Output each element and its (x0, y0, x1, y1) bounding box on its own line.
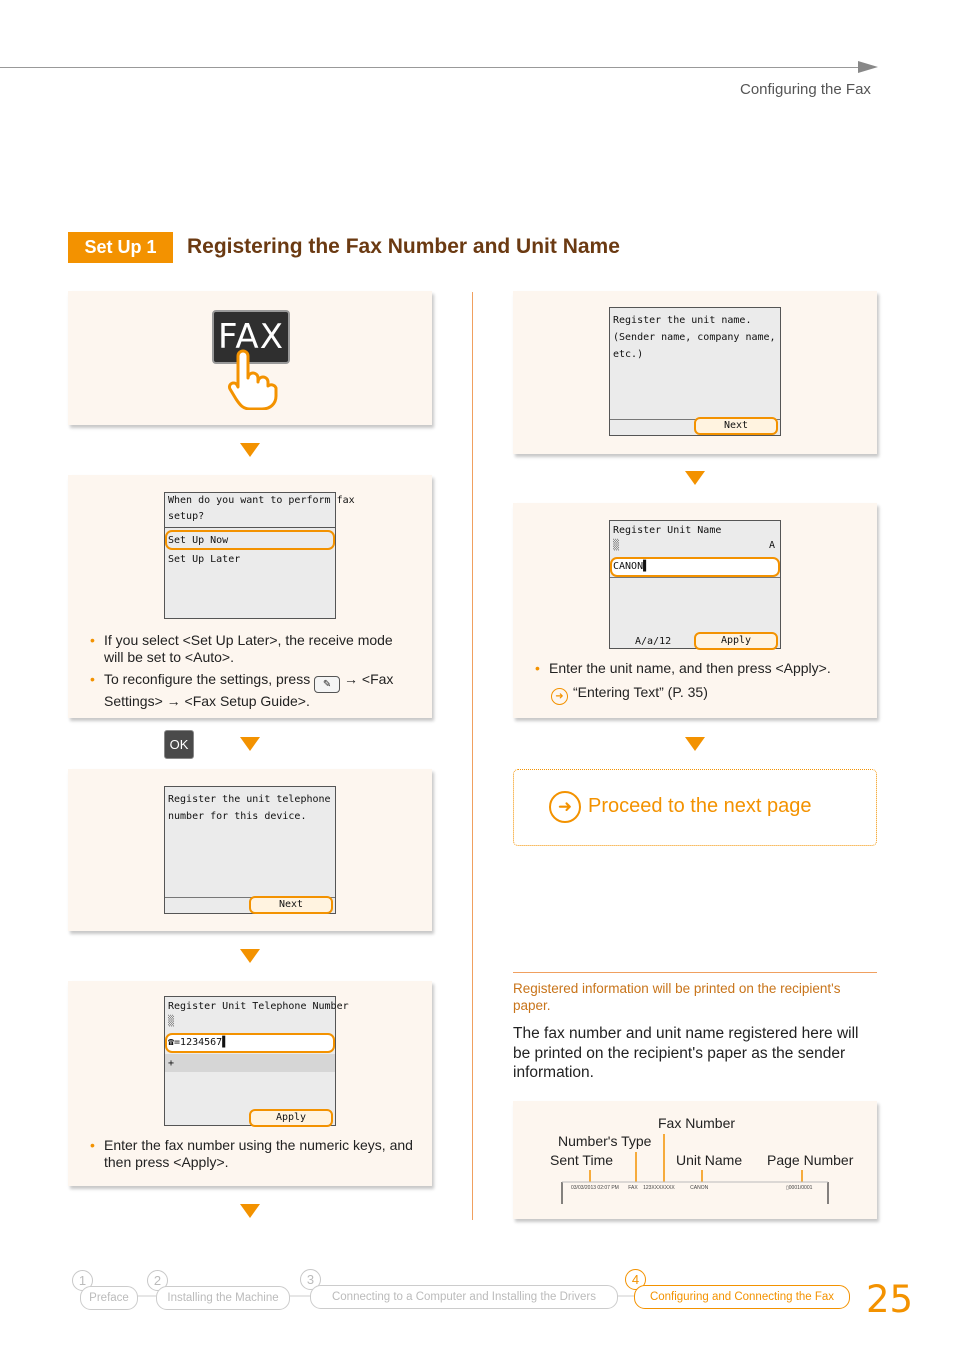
bullet-enter-fax-number: • Enter the fax number using the numeric keys, and then press <Apply>. (90, 1137, 413, 1170)
signal-icon: ▒ (613, 540, 620, 551)
input-mode-indicator: A (769, 540, 776, 551)
lcd-enter-unit-name (609, 520, 781, 649)
pointing-hand-icon (224, 348, 278, 410)
page-number: 25 (866, 1278, 914, 1321)
lcd-line: (Sender name, company name, (613, 332, 776, 343)
label-unit-name: Unit Name (676, 1152, 743, 1168)
arrow-down-icon (240, 737, 260, 751)
arrow-down-icon (240, 443, 260, 457)
lcd-line: etc.) (613, 349, 644, 360)
lcd-register-name (609, 307, 781, 436)
lcd-title: Register Unit Name (613, 525, 722, 536)
apply-softkey[interactable]: Apply (249, 1109, 333, 1127)
label-fax-number: Fax Number (658, 1115, 736, 1131)
label-numbers-type: Number's Type (558, 1133, 652, 1149)
lcd-register-telephone (164, 786, 336, 914)
plus-key[interactable]: + (168, 1058, 175, 1069)
name-input-value: CANON▌ (613, 561, 650, 572)
header-arrow-icon (858, 61, 878, 73)
lcd-line: setup? (168, 511, 205, 522)
nav-step-2[interactable]: Installing the Machine (156, 1286, 290, 1310)
option-set-up-now[interactable]: Set Up Now (168, 535, 229, 546)
arrow-down-icon (240, 1204, 260, 1218)
number-input-value: ☎=1234567▌ (168, 1037, 229, 1048)
nav-step-1[interactable]: Preface (80, 1286, 138, 1310)
label-sent-time: Sent Time (550, 1152, 614, 1168)
lcd-enter-fax-number (164, 996, 349, 1126)
ok-key-button[interactable]: OK (164, 730, 194, 759)
section-title: Configuring the Fax (740, 81, 871, 98)
reference-arrow-icon: ➜ (551, 688, 568, 705)
plus-row (165, 1054, 335, 1072)
header-strip (571, 1185, 708, 1191)
lcd-line: When do you want to perform fax (168, 495, 355, 506)
lcd-line: Register the unit telephone (168, 794, 331, 805)
header-rule (0, 67, 862, 68)
option-set-up-later[interactable]: Set Up Later (168, 554, 241, 565)
bullet-setup-later: • If you select <Set Up Later>, the receive mode will be set to <Auto>. (90, 632, 393, 665)
phone-icon: ☎ (168, 1037, 175, 1048)
strip-type: FAX (628, 1185, 638, 1191)
lcd-line: number for this device. (168, 811, 307, 822)
nav-step-4[interactable]: Configuring and Connecting the Fax (634, 1285, 850, 1309)
nav-step-1-number: 1 (72, 1270, 93, 1291)
nav-step-4-number: 4 (625, 1269, 646, 1290)
nav-step-2-number: 2 (147, 1270, 168, 1291)
arrow-down-icon (685, 737, 705, 751)
nav-step-3-number: 3 (300, 1269, 321, 1290)
setup-badge: Set Up 1 (68, 232, 173, 263)
leader-lines (560, 1130, 840, 1210)
arrow-down-icon (240, 949, 260, 963)
lcd-separator (165, 527, 335, 528)
bullet-reconfigure: • To reconfigure the settings, press ✎ → <Fax Settings> → <Fax Setup Guide>. (90, 671, 394, 709)
page-icon: ▯ (786, 1185, 789, 1191)
hint-title: Registered information will be printed on the recipient's paper. (513, 981, 841, 1013)
menu-key-icon: ✎ (314, 676, 340, 693)
lcd-title: Register Unit Telephone Number (168, 1001, 349, 1012)
hint-rule (513, 972, 877, 973)
apply-softkey[interactable]: Apply (694, 632, 778, 650)
setup-heading: Registering the Fax Number and Unit Name (187, 235, 620, 258)
column-divider (472, 292, 473, 1220)
lcd-when-setup (164, 492, 355, 619)
reference-link[interactable]: ➜ “Entering Text” (P. 35) (551, 684, 708, 705)
bullet-enter-unit-name: • Enter the unit name, and then press <Apply>. (535, 660, 831, 676)
next-softkey[interactable]: Next (249, 896, 333, 914)
proceed-link[interactable]: Proceed to the next page (588, 795, 812, 817)
lcd-separator (610, 577, 780, 578)
signal-icon: ▒ (168, 1016, 175, 1027)
next-softkey[interactable]: Next (694, 417, 778, 435)
hint-body: The fax number and unit name registered here will be printed on the recipient's paper as the sender information. (513, 1025, 859, 1081)
lcd-line: Register the unit name. (613, 315, 752, 326)
proceed-arrow-icon: ➜ (549, 791, 581, 823)
fax-key-button[interactable]: FAX (212, 310, 290, 364)
strip-time: 03/03/2013 02:07 PM (571, 1185, 619, 1191)
arrow-down-icon (685, 471, 705, 485)
strip-page: ▯0001/0001 (786, 1185, 813, 1191)
label-page-number: Page Number (767, 1152, 854, 1168)
strip-name: CANON (690, 1185, 709, 1191)
input-mode-key[interactable]: A/a/12 (635, 636, 672, 647)
nav-step-3[interactable]: Connecting to a Computer and Installing the Drivers (310, 1285, 618, 1309)
strip-number: 123XXXXXXX (643, 1185, 675, 1191)
